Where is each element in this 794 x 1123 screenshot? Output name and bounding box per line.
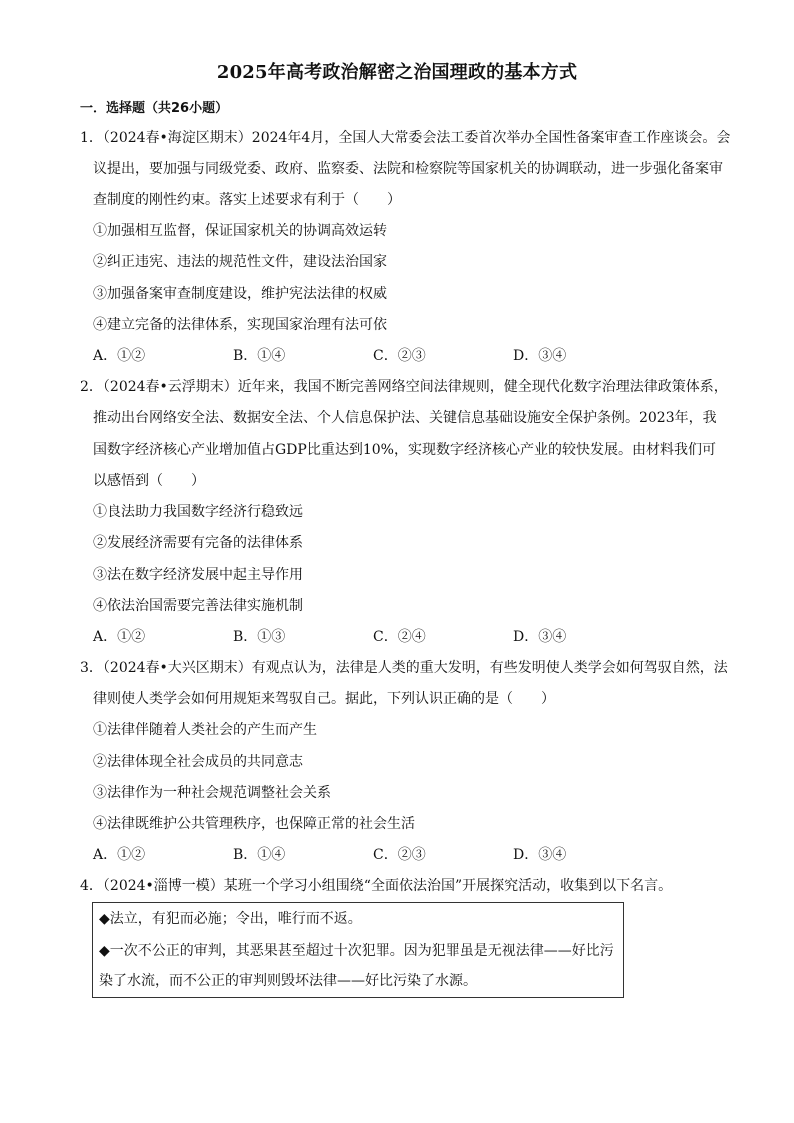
option-a[interactable]: A．①② [93,629,146,645]
option-d[interactable]: D．③④ [513,348,567,364]
question-2-statement: ③法在数字经济发展中起主导作用 [93,567,303,583]
question-1-statement: ③加强备案审查制度建设，维护宪法法律的权威 [93,286,387,302]
question-3-options [93,845,713,865]
quote-box [92,902,624,998]
question-2-line-2: 推动出台网络安全法、数据安全法、个人信息保护法、关键信息基础设施安全保护条例。2023年，我 [93,410,717,426]
option-c[interactable]: C．②③ [373,348,426,364]
option-b[interactable]: B．①④ [233,348,286,364]
question-2-line-1: 2．（2024春•云浮期末）近年来，我国不断完善网络空间法律规则，健全现代化数字治理法律政策体系， [80,379,728,395]
question-1-line-1: 1．（2024春•海淀区期末）2024年4月，全国人大常委会法工委首次举办全国性备案审查工作座谈会。会 [80,130,731,146]
option-a[interactable]: A．①② [93,348,146,364]
option-c[interactable]: C．②③ [373,847,426,863]
question-3-statement: ④法律既维护公共管理秩序，也保障正常的社会生活 [93,816,415,832]
question-2-statement: ①良法助力我国数字经济行稳致远 [93,504,303,520]
option-b[interactable]: B．①③ [233,629,286,645]
question-3-statement: ③法律作为一种社会规范调整社会关系 [93,785,331,801]
option-d[interactable]: D．③④ [513,629,567,645]
section-heading: 一．选择题（共26小题） [80,101,229,116]
question-2-line-4: 以感悟到（ ） [93,473,205,489]
question-1-statement: ①加强相互监督，保证国家机关的协调高效运转 [93,223,387,239]
quote-line: ◆法立，有犯而必施；令出，唯行而不返。 [99,911,362,927]
page-title: 2025年高考政治解密之治国理政的基本方式 [216,62,578,83]
question-1-statement: ④建立完备的法律体系，实现国家治理有法可依 [93,317,387,333]
option-d[interactable]: D．③④ [513,847,567,863]
question-2-line-3: 国数字经济核心产业增加值占GDP比重达到10%，实现数字经济核心产业的较快发展。由材料我们可 [93,442,716,458]
question-3-statement: ②法律体现全社会成员的共同意志 [93,754,303,770]
option-c[interactable]: C．②④ [373,629,426,645]
question-3-line-1: 3．（2024春•大兴区期末）有观点认为，法律是人类的重大发明，有些发明使人类学会如何驾驭自然，法 [80,660,728,676]
question-1-line-2: 议提出，要加强与同级党委、政府、监察委、法院和检察院等国家机关的协调联动，进一步强化备案审 [93,161,723,177]
question-3-statement: ①法律伴随着人类社会的产生而产生 [93,722,317,738]
question-1-line-3: 查制度的刚性约束。落实上述要求有利于（ ） [93,192,401,208]
question-2-options [93,627,713,647]
question-2-statement: ②发展经济需要有完备的法律体系 [93,535,303,551]
question-3-line-2: 律则使人类学会如何用规矩来驾驭自己。据此，下列认识正确的是（ ） [93,691,555,707]
question-4-line-1: 4．（2024•淄博一模）某班一个学习小组围绕“全面依法治国”开展探究活动，收集到以下名言。 [80,878,673,894]
question-2-statement: ④依法治国需要完善法律实施机制 [93,598,303,614]
question-1-options [93,346,713,366]
quote-line: 染了水流，而不公正的审判则毁坏法律——好比污染了水源。 [99,973,477,989]
question-1-statement: ②纠正违宪、违法的规范性文件，建设法治国家 [93,254,387,270]
option-a[interactable]: A．①② [93,847,146,863]
quote-line: ◆一次不公正的审判，其恶果甚至超过十次犯罪。因为犯罪虽是无视法律——好比污 [99,943,614,959]
option-b[interactable]: B．①④ [233,847,286,863]
